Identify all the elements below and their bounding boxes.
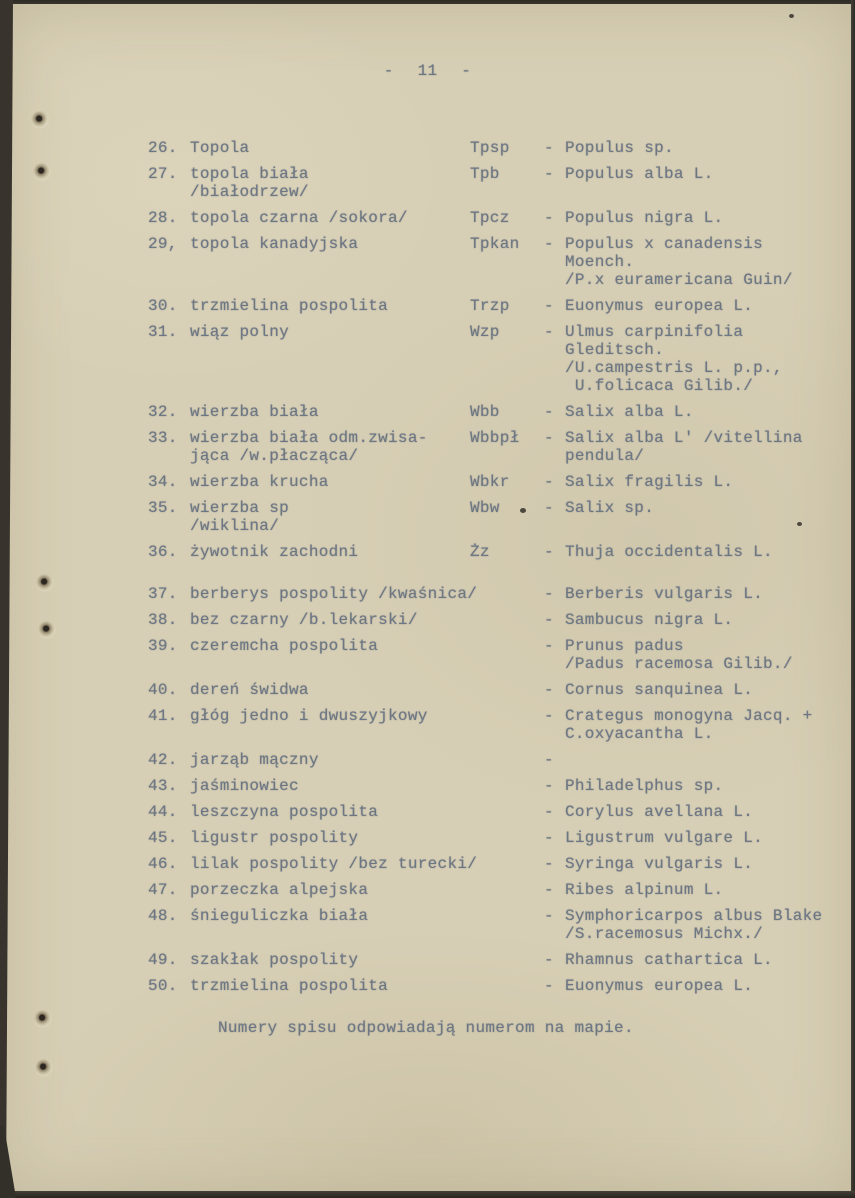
entry-name-line: /wiklina/ <box>190 517 280 535</box>
entry-dash <box>544 881 565 899</box>
entry-number-text: 43. <box>148 777 178 795</box>
entry-name-line: topola biała <box>190 165 309 183</box>
entry-latin <box>565 907 849 943</box>
page-number: - 11 - <box>383 62 472 80</box>
entry-name-line: czeremcha pospolita <box>190 637 379 655</box>
entry-abbr <box>470 543 544 561</box>
entry-abbr <box>470 139 544 157</box>
entry-latin-line: Euonymus europea L. <box>565 297 754 315</box>
entry-dash-text: - <box>544 499 554 517</box>
entry-number <box>148 235 190 253</box>
entry-name-line: /białodrzew/ <box>190 183 309 201</box>
entry-dash <box>544 403 565 421</box>
entry-dash <box>544 751 565 769</box>
list-entry <box>148 681 849 699</box>
entry-number <box>148 855 190 873</box>
scan-edge-right <box>851 0 855 1198</box>
entry-name-line: jarząb mączny <box>190 751 319 769</box>
entry-latin <box>565 611 849 629</box>
list-entry <box>148 585 849 603</box>
entry-abbr-text: Wbw <box>470 499 500 517</box>
entry-dash-text: - <box>544 585 554 603</box>
entry-dash-text: - <box>544 323 554 341</box>
entry-latin <box>565 637 849 673</box>
entry-dash-text: - <box>544 681 554 699</box>
scan-edge-bottom <box>0 1191 855 1198</box>
entry-number-text: 40. <box>148 681 178 699</box>
entry-name-line: trzmielina pospolita <box>190 297 389 315</box>
entry-name <box>190 707 470 725</box>
entry-name-line: głóg jedno i dwuszyjkowy <box>190 707 428 725</box>
entry-dash-text: - <box>544 977 554 995</box>
list-entry <box>148 751 849 769</box>
entry-number-text: 35. <box>148 499 178 517</box>
list-entry <box>148 165 849 201</box>
list-entry <box>148 951 849 969</box>
entry-name-line: lilak pospolity /bez turecki/ <box>190 855 478 873</box>
entry-number-text: 27. <box>148 165 178 183</box>
entry-abbr-text: Tpsp <box>470 139 510 157</box>
entry-latin-line: Ulmus carpinifolia <box>565 323 744 341</box>
entry-number-text: 26. <box>148 139 178 157</box>
entry-dash-text: - <box>544 543 554 561</box>
entry-number-text: 44. <box>148 803 178 821</box>
entry-name <box>190 829 470 847</box>
entry-dash <box>544 829 565 847</box>
entry-number <box>148 829 190 847</box>
footer-note: Numery spisu odpowiadają numerom na mapie. <box>218 1019 634 1037</box>
list-entry <box>148 803 849 821</box>
entry-number <box>148 611 190 629</box>
entry-number-text: 48. <box>148 907 178 925</box>
entry-name <box>190 429 470 465</box>
entry-number <box>148 323 190 341</box>
entry-latin <box>565 977 849 995</box>
entry-number <box>148 209 190 227</box>
staple-hole <box>35 1059 53 1077</box>
entry-name-line: bez czarny /b.lekarski/ <box>190 611 418 629</box>
entry-latin-line: Salix alba L' /vitellina <box>565 429 803 447</box>
entry-dash <box>544 235 565 253</box>
entry-name <box>190 881 470 899</box>
entry-dash <box>544 165 565 183</box>
scan-edge-left <box>0 0 13 1198</box>
entry-dash-text: - <box>544 907 554 925</box>
species-entries <box>148 139 849 995</box>
entry-latin-line: Salix alba L. <box>565 403 694 421</box>
entry-dash-text: - <box>544 611 554 629</box>
entry-latin-line: Crategus monogyna Jacq. + <box>565 707 813 725</box>
entry-name <box>190 907 470 925</box>
list-entry <box>148 977 849 995</box>
entry-number-text: 42. <box>148 751 178 769</box>
entry-name-line: jąca /w.płacząca/ <box>190 447 359 465</box>
entry-dash-text: - <box>544 803 554 821</box>
entry-dash <box>544 951 565 969</box>
entry-number <box>148 499 190 517</box>
entry-latin-line: Ligustrum vulgare L. <box>565 829 764 847</box>
entry-name-line: wierzba krucha <box>190 473 329 491</box>
entry-number <box>148 543 190 561</box>
entry-name <box>190 165 470 201</box>
list-entry <box>148 777 849 795</box>
list-entry <box>148 297 849 315</box>
entry-latin-line: Populus alba L. <box>565 165 714 183</box>
entry-dash-text: - <box>544 297 554 315</box>
entry-number-text: 50. <box>148 977 178 995</box>
entry-latin-line: Philadelphus sp. <box>565 777 724 795</box>
entry-name-line: berberys pospolity /kwaśnica/ <box>190 585 478 603</box>
entry-name <box>190 751 470 769</box>
entry-dash-text: - <box>544 881 554 899</box>
list-entry <box>148 139 849 157</box>
entry-dash-text: - <box>544 707 554 725</box>
entry-number-text: 39. <box>148 637 178 655</box>
entry-number-text: 37. <box>148 585 178 603</box>
entry-abbr-text: Tpkan <box>470 235 520 253</box>
entry-latin-line: Cornus sanquinea L. <box>565 681 754 699</box>
entry-name-line: Topola <box>190 139 250 157</box>
staple-hole <box>33 163 51 181</box>
list-entry <box>148 829 849 847</box>
entry-number <box>148 297 190 315</box>
entry-dash <box>544 707 565 725</box>
entry-latin <box>565 403 849 421</box>
entry-dash <box>544 681 565 699</box>
entry-latin <box>565 881 849 899</box>
entry-number <box>148 681 190 699</box>
entry-latin <box>565 165 849 183</box>
entry-latin-line: Gleditsch. <box>565 341 665 359</box>
entry-number <box>148 473 190 491</box>
entry-number <box>148 139 190 157</box>
entry-name-line: wierzba biała <box>190 403 319 421</box>
entry-number-text: 49. <box>148 951 178 969</box>
entry-name-line: topola kanadyjska <box>190 235 359 253</box>
entry-latin <box>565 951 849 969</box>
list-entry <box>148 403 849 421</box>
entry-number-text: 33. <box>148 429 178 447</box>
entry-dash-text: - <box>544 139 554 157</box>
entry-dash-text: - <box>544 235 554 253</box>
entry-name-line: jaśminowiec <box>190 777 299 795</box>
entry-name <box>190 777 470 795</box>
scan-edge-top <box>0 0 855 4</box>
entry-number-text: 36. <box>148 543 178 561</box>
entry-name <box>190 951 470 969</box>
list-entry <box>148 855 849 873</box>
entry-dash <box>544 803 565 821</box>
entry-dash-text: - <box>544 473 554 491</box>
entry-number-text: 31. <box>148 323 178 341</box>
entry-latin-line: pendula/ <box>565 447 645 465</box>
entry-dash <box>544 637 565 655</box>
entry-latin-line: Populus nigra L. <box>565 209 724 227</box>
entry-abbr-text: Żz <box>470 543 490 561</box>
list-entry <box>148 543 849 561</box>
entry-number-text: 32. <box>148 403 178 421</box>
list-entry <box>148 429 849 465</box>
entry-name-line: dereń świdwa <box>190 681 309 699</box>
entry-name <box>190 637 470 655</box>
entry-abbr-text: Wzp <box>470 323 500 341</box>
entry-latin-line: Rhamnus cathartica L. <box>565 951 773 969</box>
entry-name-line: żywotnik zachodni <box>190 543 359 561</box>
entry-name-line: szakłak pospolity <box>190 951 359 969</box>
entry-name <box>190 235 470 253</box>
entry-number <box>148 751 190 769</box>
entry-latin <box>565 297 849 315</box>
entry-latin <box>565 473 849 491</box>
entry-name-line: wiąz polny <box>190 323 290 341</box>
entry-number <box>148 881 190 899</box>
entry-dash <box>544 297 565 315</box>
list-entry <box>148 235 849 289</box>
entry-latin-line: Salix sp. <box>565 499 655 517</box>
entry-latin-line: Corylus avellana L. <box>565 803 754 821</box>
entry-latin <box>565 323 849 395</box>
entry-latin-line: Populus sp. <box>565 139 674 157</box>
entry-latin-line: Thuja occidentalis L. <box>565 543 773 561</box>
entry-latin-line: Euonymus europea L. <box>565 977 754 995</box>
entry-number-text: 28. <box>148 209 178 227</box>
entry-dash-text: - <box>544 209 554 227</box>
entry-name <box>190 209 470 227</box>
scan-edge-corner <box>0 1126 16 1198</box>
list-entry <box>148 323 849 395</box>
entry-number-text: 29, <box>148 235 178 253</box>
entry-number-text: 30. <box>148 297 178 315</box>
entry-abbr-text: Wbkr <box>470 473 510 491</box>
entry-number <box>148 585 190 603</box>
entry-latin-line: /P.x euramericana Guin/ <box>565 271 793 289</box>
entry-name-line: wierzba sp <box>190 499 290 517</box>
entry-number <box>148 977 190 995</box>
entry-number <box>148 951 190 969</box>
entry-number-text: 41. <box>148 707 178 725</box>
entry-name <box>190 473 470 491</box>
entry-latin <box>565 429 849 465</box>
entry-name-line: trzmielina pospolita <box>190 977 389 995</box>
entry-name <box>190 543 470 561</box>
entry-dash <box>544 473 565 491</box>
list-entry <box>148 907 849 943</box>
list-entry <box>148 499 849 535</box>
entry-dash <box>544 585 565 603</box>
entry-number-text: 47. <box>148 881 178 899</box>
entry-dash-text: - <box>544 403 554 421</box>
entry-latin <box>565 855 849 873</box>
entry-name-line: topola czarna /sokora/ <box>190 209 408 227</box>
entry-latin-line: U.folicaca Gilib./ <box>565 377 754 395</box>
entry-dash-text: - <box>544 429 554 447</box>
list-entry <box>148 209 849 227</box>
species-list <box>148 139 849 1037</box>
entry-abbr <box>470 499 544 517</box>
entry-name <box>190 803 470 821</box>
staple-hole <box>31 111 49 129</box>
entry-dash <box>544 855 565 873</box>
entry-dash <box>544 209 565 227</box>
entry-latin <box>565 235 849 289</box>
entry-dash-text: - <box>544 777 554 795</box>
entry-dash-text: - <box>544 751 554 769</box>
entry-latin-line: /S.racemosus Michx./ <box>565 925 764 943</box>
entry-name <box>190 139 470 157</box>
entry-latin <box>565 803 849 821</box>
entry-number <box>148 637 190 655</box>
entry-latin-line: Salix fragilis L. <box>565 473 734 491</box>
list-entry <box>148 611 849 629</box>
list-entry <box>148 707 849 743</box>
entry-abbr-text: Tpcz <box>470 209 510 227</box>
entry-latin-line: C.oxyacantha L. <box>565 725 714 743</box>
entry-number <box>148 165 190 183</box>
entry-dash-text: - <box>544 829 554 847</box>
entry-dash <box>544 499 565 517</box>
entry-number-text: 46. <box>148 855 178 873</box>
paper-speck <box>789 14 794 18</box>
entry-latin <box>565 829 849 847</box>
entry-number-text: 38. <box>148 611 178 629</box>
entry-latin <box>565 139 849 157</box>
entry-latin <box>565 681 849 699</box>
entry-dash <box>544 777 565 795</box>
entry-latin-line: Berberis vulgaris L. <box>565 585 764 603</box>
entry-dash-text: - <box>544 165 554 183</box>
entry-abbr-text: Trzp <box>470 297 510 315</box>
entry-name-line: leszczyna pospolita <box>190 803 379 821</box>
entry-abbr-text: Tpb <box>470 165 500 183</box>
list-entry <box>148 473 849 491</box>
entry-name <box>190 297 470 315</box>
entry-name <box>190 855 478 873</box>
entry-dash-text: - <box>544 855 554 873</box>
entry-dash <box>544 977 565 995</box>
entry-dash <box>544 323 565 341</box>
entry-latin <box>565 209 849 227</box>
entry-abbr <box>470 297 544 315</box>
entry-dash <box>544 543 565 561</box>
staple-hole <box>34 1010 52 1028</box>
entry-abbr <box>470 403 544 421</box>
entry-number-text: 34. <box>148 473 178 491</box>
staple-hole <box>36 574 54 592</box>
entry-name-line: śnieguliczka biała <box>190 907 369 925</box>
entry-latin-line: Ribes alpinum L. <box>565 881 724 899</box>
entry-name-line: wierzba biała odm.zwisa- <box>190 429 428 447</box>
entry-latin-line: Syringa vulgaris L. <box>565 855 754 873</box>
entry-name <box>190 681 470 699</box>
entry-name <box>190 977 470 995</box>
entry-number <box>148 777 190 795</box>
entry-name-line: porzeczka alpejska <box>190 881 369 899</box>
entry-latin <box>565 585 849 603</box>
entry-abbr-text: Wbb <box>470 403 500 421</box>
entry-latin-line: Sambucus nigra L. <box>565 611 734 629</box>
entry-dash <box>544 907 565 925</box>
entry-name <box>190 499 470 535</box>
entry-latin-line: Populus x canadensis <box>565 235 764 253</box>
list-entry <box>148 881 849 899</box>
entry-abbr <box>470 209 544 227</box>
entry-number <box>148 429 190 447</box>
entry-abbr <box>470 235 544 253</box>
list-entry <box>148 637 849 673</box>
entry-latin <box>565 777 849 795</box>
entry-latin <box>565 543 849 561</box>
entry-latin-line: Symphoricarpos albus Blake <box>565 907 823 925</box>
staple-hole <box>38 621 56 639</box>
entry-dash-text: - <box>544 951 554 969</box>
entry-number <box>148 403 190 421</box>
entry-abbr <box>470 165 544 183</box>
entry-name <box>190 611 470 629</box>
entry-abbr <box>470 473 544 491</box>
entry-dash <box>544 429 565 447</box>
entry-abbr <box>470 429 544 447</box>
entry-dash <box>544 611 565 629</box>
entry-latin <box>565 499 849 517</box>
entry-number <box>148 907 190 925</box>
entry-latin-line: Prunus padus <box>565 637 684 655</box>
entry-name <box>190 585 478 603</box>
entry-latin-line: Moench. <box>565 253 635 271</box>
entry-latin-line: /U.campestris L. p.p., <box>565 359 783 377</box>
entry-name-line: ligustr pospolity <box>190 829 359 847</box>
entry-abbr <box>470 323 544 341</box>
entry-latin-line: /Padus racemosa Gilib./ <box>565 655 793 673</box>
entry-number <box>148 707 190 725</box>
entry-number <box>148 803 190 821</box>
entry-name <box>190 323 470 341</box>
entry-latin <box>565 707 849 743</box>
entry-dash <box>544 139 565 157</box>
entry-name <box>190 403 470 421</box>
entry-abbr-text: Wbbpł <box>470 429 520 447</box>
entry-number-text: 45. <box>148 829 178 847</box>
entry-dash-text: - <box>544 637 554 655</box>
